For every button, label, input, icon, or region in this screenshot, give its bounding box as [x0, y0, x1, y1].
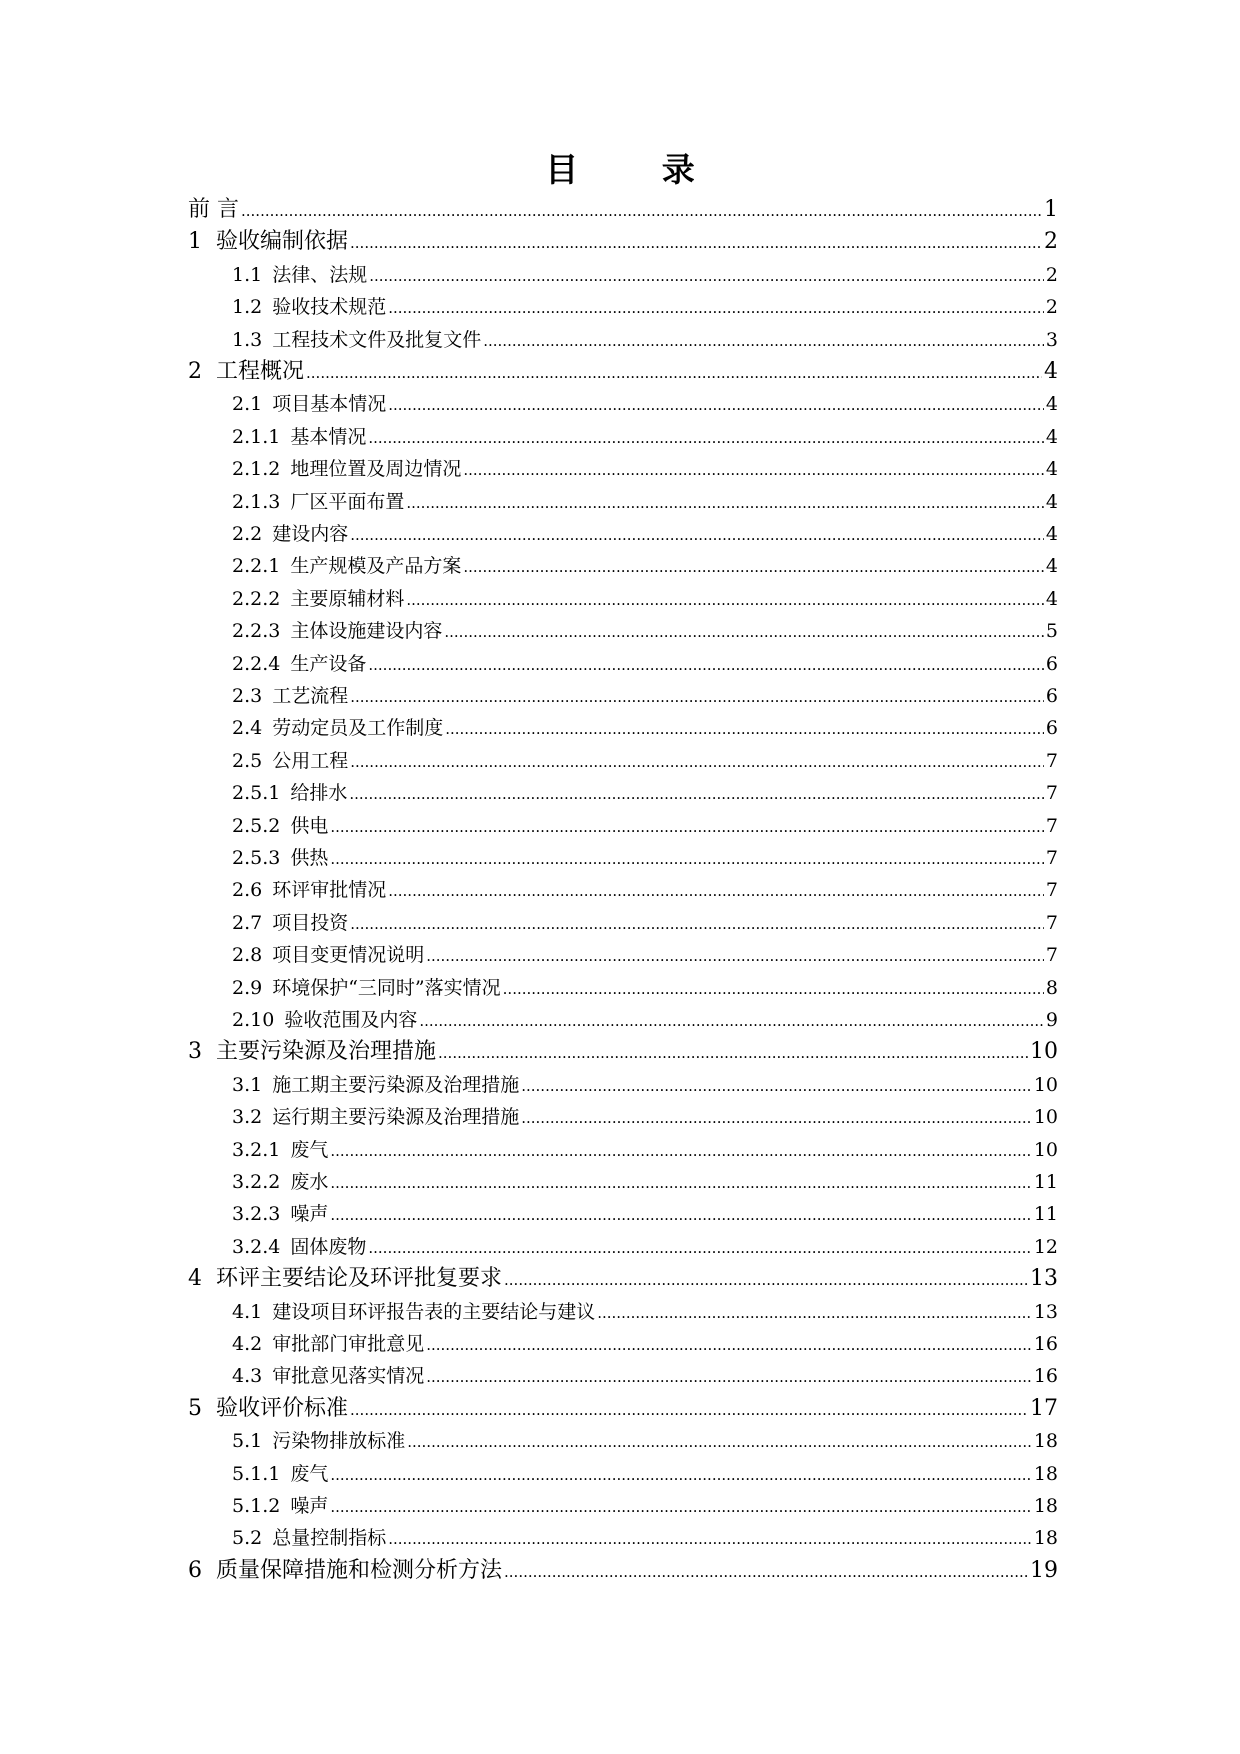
toc-page-number: 18 — [1033, 1495, 1058, 1517]
toc-entry-number: 3.1 — [232, 1073, 263, 1096]
toc-dot-leader — [350, 518, 1044, 552]
toc-entry-number: 2.4 — [232, 717, 263, 740]
toc-entry-label: 基本情况 — [290, 425, 367, 448]
toc-dot-leader — [419, 1004, 1044, 1038]
toc-entry-number: 4.3 — [232, 1365, 263, 1388]
toc-entry[interactable] — [188, 1100, 1058, 1134]
toc-page-number: 4 — [1045, 587, 1058, 610]
toc-page-number: 7 — [1045, 749, 1058, 772]
toc-entry-number: 2.8 — [232, 944, 263, 967]
toc-entry-number: 3.2.4 — [232, 1235, 281, 1258]
toc-page-number: 2 — [1044, 229, 1058, 255]
toc-entry-label: 主要原辅材料 — [290, 587, 405, 610]
toc-page-number: 7 — [1045, 847, 1058, 869]
toc-page-number: 18 — [1033, 1430, 1058, 1453]
toc-dot-leader — [521, 1069, 1032, 1103]
toc-page-number: 10 — [1033, 1106, 1058, 1129]
toc-page-number: 10 — [1033, 1073, 1058, 1096]
toc-entry-number: 5.1.2 — [232, 1495, 281, 1517]
toc-page-number: 4 — [1044, 359, 1058, 384]
toc-entry-label: 环境保护“三同时”落实情况 — [272, 976, 501, 999]
toc-entry[interactable] — [188, 225, 1058, 259]
toc-dot-leader — [426, 939, 1044, 973]
toc-title: 目 录 — [545, 150, 731, 189]
toc-entry-number: 2.5.3 — [232, 847, 281, 869]
toc-entry-number: 2.7 — [232, 911, 263, 934]
toc-page-number: 4 — [1045, 393, 1058, 416]
toc-dot-leader — [597, 1296, 1032, 1330]
toc-dot-leader — [350, 1393, 1028, 1427]
toc-page-number: 7 — [1045, 944, 1058, 967]
toc-dot-leader — [330, 1490, 1031, 1524]
toc-entry-label: 环评主要结论及环评批复要求 — [216, 1266, 503, 1292]
toc-entry-label: 工程概况 — [216, 359, 305, 384]
toc-page-number: 4 — [1045, 555, 1058, 578]
toc-page-number: 8 — [1045, 976, 1058, 999]
toc-page-number: 7 — [1045, 911, 1058, 934]
toc-entry-number: 2.1 — [232, 393, 263, 416]
toc-entry[interactable] — [188, 1359, 1058, 1393]
toc-entry-number: 1.2 — [232, 296, 263, 319]
toc-page-number: 4 — [1045, 425, 1058, 448]
toc-entry-number: 2.2.2 — [232, 587, 281, 610]
toc-entry-label: 污染物排放标准 — [272, 1430, 406, 1453]
toc-dot-leader — [388, 291, 1044, 325]
toc-entry-number: 1.3 — [232, 328, 263, 351]
toc-page-number: 6 — [1045, 717, 1058, 740]
toc-page-number: 2 — [1045, 296, 1058, 319]
toc-page-number: 4 — [1045, 523, 1058, 545]
toc-entry-number: 2.5.1 — [232, 782, 281, 805]
toc-entry-label: 项目投资 — [272, 911, 349, 934]
toc-dot-leader — [350, 745, 1044, 779]
toc-entry[interactable] — [188, 647, 1058, 681]
toc-page-number: 18 — [1033, 1462, 1058, 1485]
toc-page-number: 17 — [1030, 1395, 1058, 1421]
toc-page-number: 6 — [1045, 685, 1058, 707]
toc-entry-number: 2.1.2 — [232, 458, 281, 481]
toc-dot-leader — [330, 810, 1044, 844]
toc-entry-number: 2 — [188, 359, 202, 384]
toc-entry[interactable] — [188, 258, 1058, 292]
toc-entry-number: 5.1 — [232, 1430, 263, 1453]
toc-entry-label: 主要污染源及治理措施 — [216, 1039, 437, 1065]
toc-dot-leader — [407, 1425, 1032, 1459]
toc-page-number: 13 — [1033, 1300, 1058, 1323]
toc-entry-number: 2.2.1 — [232, 555, 281, 578]
toc-dot-leader — [350, 226, 1042, 260]
toc-entry[interactable] — [188, 1003, 1058, 1037]
toc-dot-leader — [426, 1328, 1032, 1362]
toc-page-number: 10 — [1033, 1138, 1058, 1161]
toc-entry[interactable] — [188, 1035, 1058, 1069]
toc-entry-number: 2.5 — [232, 749, 263, 772]
toc-entry[interactable] — [188, 1327, 1058, 1361]
toc-dot-leader — [445, 712, 1044, 746]
toc-entry-label: 法律、法规 — [272, 263, 368, 286]
toc-page-number: 1 — [1044, 197, 1058, 222]
toc-dot-leader — [406, 486, 1044, 520]
toc-dot-leader — [521, 1101, 1032, 1135]
toc-entry[interactable] — [188, 1392, 1058, 1426]
toc-entry[interactable] — [188, 290, 1058, 324]
toc-dot-leader — [504, 1555, 1028, 1589]
toc-entry-number: 2.2.3 — [232, 620, 281, 643]
toc-dot-leader — [406, 583, 1044, 617]
toc-entry-label: 公用工程 — [272, 749, 349, 772]
toc-entry[interactable] — [188, 549, 1058, 583]
toc-page-number: 11 — [1033, 1171, 1058, 1193]
toc-dot-leader — [330, 1134, 1031, 1168]
toc-entry[interactable] — [188, 1295, 1058, 1329]
toc-page-number: 3 — [1045, 328, 1058, 351]
toc-dot-leader — [350, 907, 1044, 941]
toc-entry[interactable] — [188, 873, 1058, 907]
toc-page-number: 4 — [1045, 490, 1058, 513]
toc-dot-leader — [388, 388, 1044, 422]
toc-entry[interactable] — [188, 517, 1058, 551]
toc-entry-label: 项目基本情况 — [272, 393, 387, 416]
toc-entry-label: 环评审批情况 — [272, 879, 387, 902]
toc-entry-label: 供电 — [290, 814, 329, 837]
toc-entry[interactable] — [188, 1457, 1058, 1491]
toc-entry[interactable] — [188, 614, 1058, 648]
toc-entry-label: 项目变更情况说明 — [272, 944, 425, 967]
toc-entry-number: 2.9 — [232, 976, 263, 999]
toc-entry[interactable] — [188, 485, 1058, 519]
toc-entry-label: 废气 — [290, 1138, 329, 1161]
toc-entry-label: 主体设施建设内容 — [290, 620, 443, 643]
toc-dot-leader — [349, 777, 1044, 811]
toc-entry[interactable] — [188, 1554, 1058, 1588]
toc-entry-label: 建设项目环评报告表的主要结论与建议 — [272, 1300, 596, 1323]
toc-entry[interactable] — [188, 420, 1058, 454]
toc-entry-number: 3.2.3 — [232, 1203, 281, 1226]
toc-entry-label: 地理位置及周边情况 — [290, 458, 462, 481]
toc-entry-label: 生产设备 — [290, 652, 367, 675]
toc-entry-number: 2.2.4 — [232, 652, 281, 675]
toc-dot-leader — [241, 194, 1042, 228]
toc-dot-leader — [369, 259, 1044, 293]
toc-entry-number: 4 — [188, 1266, 202, 1292]
toc-page-number: 7 — [1045, 814, 1058, 837]
toc-entry[interactable] — [188, 1230, 1058, 1264]
toc-entry[interactable] — [188, 744, 1058, 778]
toc-dot-leader — [368, 648, 1044, 682]
toc-dot-leader — [330, 1198, 1031, 1232]
toc-dot-leader — [330, 1458, 1031, 1492]
toc-entry-label: 验收评价标准 — [216, 1395, 349, 1421]
toc-entry-label: 生产规模及产品方案 — [290, 555, 462, 578]
toc-entry[interactable] — [188, 387, 1058, 421]
toc-page-number: 16 — [1033, 1333, 1058, 1355]
toc-entry[interactable] — [188, 1133, 1058, 1167]
toc-entry[interactable] — [188, 323, 1058, 357]
toc-dot-leader — [463, 453, 1044, 487]
toc-entry-label: 供热 — [290, 847, 329, 869]
toc-entry-number: 5 — [188, 1395, 202, 1421]
toc-entry-number: 2.1.3 — [232, 490, 281, 513]
toc-page-number: 9 — [1045, 1009, 1058, 1031]
toc-entry[interactable] — [188, 452, 1058, 486]
toc-entry-label: 工程技术文件及批复文件 — [272, 328, 482, 351]
toc-entry-label: 给排水 — [290, 782, 348, 805]
toc-entry-number: 5.2 — [232, 1527, 263, 1550]
toc-entry-label: 验收技术规范 — [272, 296, 387, 319]
toc-dot-leader — [350, 680, 1044, 714]
toc-entry[interactable] — [188, 1262, 1058, 1296]
toc-page-number: 13 — [1030, 1266, 1058, 1292]
toc-entry-label: 厂区平面布置 — [290, 490, 405, 513]
toc-entry-label: 建设内容 — [272, 523, 349, 545]
toc-entry-label: 施工期主要污染源及治理措施 — [272, 1073, 520, 1096]
toc-dot-leader — [504, 1263, 1028, 1297]
toc-dot-leader — [444, 615, 1044, 649]
toc-entry[interactable] — [188, 1197, 1058, 1231]
toc-entry-label: 前 言 — [188, 197, 239, 222]
toc-entry-number: 2.5.2 — [232, 814, 281, 837]
toc-entry-label: 运行期主要污染源及治理措施 — [272, 1106, 520, 1129]
toc-entry[interactable] — [188, 809, 1058, 843]
toc-entry-label: 质量保障措施和检测分析方法 — [216, 1557, 503, 1583]
toc-entry-number: 2.6 — [232, 879, 263, 902]
toc-entry-number: 1.1 — [232, 263, 263, 286]
toc-entry[interactable] — [188, 193, 1058, 227]
toc-entry-label: 审批部门审批意见 — [272, 1333, 425, 1355]
toc-entry[interactable] — [188, 1424, 1058, 1458]
toc-entry-label: 噪声 — [290, 1495, 329, 1517]
toc-entry[interactable] — [188, 1165, 1058, 1199]
toc-entry[interactable] — [188, 711, 1058, 745]
toc-entry-number: 4.2 — [232, 1333, 263, 1355]
toc-dot-leader — [368, 421, 1044, 455]
toc-entry-number: 3.2.1 — [232, 1138, 281, 1161]
toc-dot-leader — [503, 972, 1044, 1006]
toc-entry-number: 2.1.1 — [232, 425, 281, 448]
toc-entry[interactable] — [188, 679, 1058, 713]
toc-page-number: 10 — [1030, 1039, 1058, 1065]
toc-page-number: 16 — [1033, 1365, 1058, 1388]
toc-dot-leader — [330, 842, 1044, 876]
toc-dot-leader — [463, 550, 1044, 584]
toc-dot-leader — [426, 1360, 1032, 1394]
toc-entry-number: 4.1 — [232, 1300, 263, 1323]
toc-entry[interactable] — [188, 971, 1058, 1005]
toc-entry[interactable] — [188, 906, 1058, 940]
toc-entry-label: 审批意见落实情况 — [272, 1365, 425, 1388]
toc-entry-number: 1 — [188, 229, 202, 255]
toc-dot-leader — [483, 324, 1044, 358]
toc-entry-label: 废气 — [290, 1462, 329, 1485]
toc-entry-label: 总量控制指标 — [272, 1527, 387, 1550]
toc-dot-leader — [388, 1522, 1032, 1556]
toc-dot-leader — [368, 1231, 1031, 1265]
toc-page-number: 18 — [1033, 1527, 1058, 1550]
toc-entry-label: 工艺流程 — [272, 685, 349, 707]
toc-dot-leader — [438, 1036, 1028, 1070]
toc-page-number: 12 — [1033, 1235, 1058, 1258]
toc-entry[interactable] — [188, 1068, 1058, 1102]
toc-entry-number: 3.2 — [232, 1106, 263, 1129]
toc-entry-label: 废水 — [290, 1171, 329, 1193]
toc-entry-label: 固体废物 — [290, 1235, 367, 1258]
toc-page-number: 11 — [1033, 1203, 1058, 1226]
toc-entry-number: 3.2.2 — [232, 1171, 281, 1193]
toc-entry[interactable] — [188, 1521, 1058, 1555]
toc-page-number: 5 — [1045, 620, 1058, 643]
toc-page-number: 4 — [1045, 458, 1058, 481]
toc-dot-leader — [388, 874, 1044, 908]
toc-entry-number: 5.1.1 — [232, 1462, 281, 1485]
toc-entry-label: 验收编制依据 — [216, 229, 349, 255]
toc-entry-label: 劳动定员及工作制度 — [272, 717, 444, 740]
toc-dot-leader — [306, 356, 1042, 390]
toc-entry[interactable] — [188, 776, 1058, 810]
toc-entry-number: 6 — [188, 1557, 202, 1583]
toc-page-number: 7 — [1045, 782, 1058, 805]
toc-entry-number: 3 — [188, 1039, 202, 1065]
toc-page-number: 19 — [1030, 1557, 1058, 1583]
toc-entry[interactable] — [188, 355, 1058, 389]
toc-entry-number: 2.10 — [232, 1009, 275, 1031]
toc-entry[interactable] — [188, 841, 1058, 875]
toc-page-number: 6 — [1045, 652, 1058, 675]
toc-page-number: 2 — [1045, 263, 1058, 286]
toc-entry[interactable] — [188, 582, 1058, 616]
toc-dot-leader — [330, 1166, 1031, 1200]
toc-entry-number: 2.2 — [232, 523, 263, 545]
toc-entry-label: 验收范围及内容 — [284, 1009, 418, 1031]
toc-entry[interactable] — [188, 1489, 1058, 1523]
toc-entry[interactable] — [188, 938, 1058, 972]
toc-entry-number: 2.3 — [232, 685, 263, 707]
toc-page-number: 7 — [1045, 879, 1058, 902]
toc-entry-label: 噪声 — [290, 1203, 329, 1226]
